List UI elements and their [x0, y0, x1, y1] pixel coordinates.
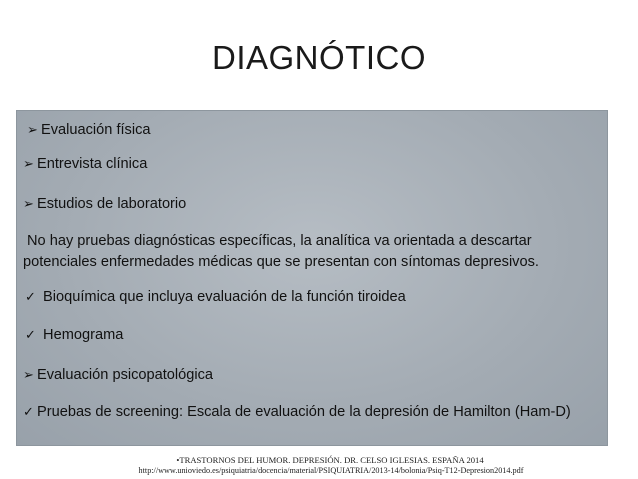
arrow-bullet-icon: ➢ — [23, 156, 34, 171]
list-item — [23, 366, 213, 384]
slide-title: DIAGNÓTICO — [211, 39, 426, 76]
paragraph-line: potenciales enfermedades médicas que se presentan con síntomas depresivos. — [23, 254, 539, 270]
arrow-bullet-icon: ➢ — [23, 196, 34, 211]
list-item — [23, 155, 147, 173]
check-bullet-icon: ✓ — [25, 289, 36, 304]
list-item — [23, 403, 571, 421]
list-item — [23, 195, 186, 213]
list-item-text: Pruebas de screening: Escala de evaluación de la depresión de Hamilton (Ham-D) — [37, 404, 571, 420]
check-bullet-icon: ✓ — [25, 327, 36, 342]
list-item-text: Entrevista clínica — [37, 156, 148, 172]
arrow-bullet-icon: ➢ — [23, 367, 34, 382]
list-item-text: Bioquímica que incluya evaluación de la función tiroidea — [39, 289, 406, 305]
arrow-bullet-icon: ➢ — [27, 122, 38, 137]
footer-url[interactable]: http://www.unioviedo.es/psiquiatria/docencia/material/PSIQUIATRIA/2013-14/bolonia/Psiq-T12-Depresion2014.pdf — [138, 466, 524, 475]
list-item — [27, 121, 151, 139]
list-item-text: Evaluación psicopatológica — [37, 367, 214, 383]
check-bullet-icon: ✓ — [23, 404, 34, 419]
list-item — [25, 288, 406, 306]
list-item-text: Estudios de laboratorio — [37, 196, 187, 212]
list-item — [25, 326, 123, 344]
footer-citation: •TRASTORNOS DEL HUMOR. DEPRESIÓN. DR. CELSO IGLESIAS. ESPAÑA 2014 — [176, 455, 484, 465]
content-panel — [16, 110, 608, 446]
list-item-text: Evaluación física — [41, 122, 151, 138]
list-item-text: Hemograma — [39, 327, 124, 343]
paragraph-line: No hay pruebas diagnósticas específicas, la analítica va orientada a descartar — [27, 233, 532, 249]
